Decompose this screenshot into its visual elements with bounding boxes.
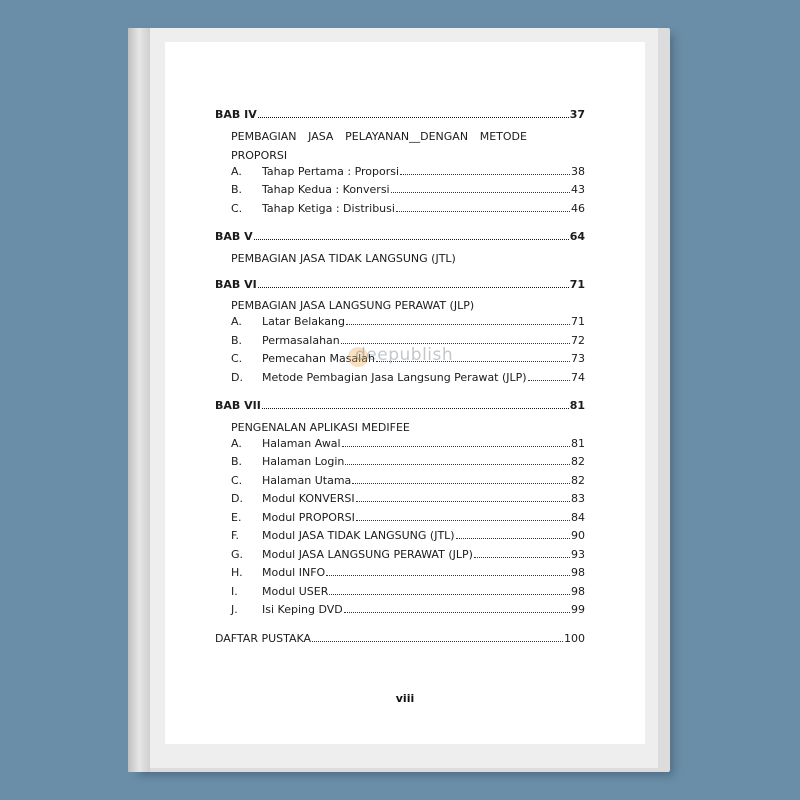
item-text: Modul JASA TIDAK LANGSUNG (JTL) [262,529,455,542]
item-letter: A. [231,164,242,178]
dot-leader [391,192,570,193]
item-text: Isi Keping DVD [262,603,343,616]
dot-leader [326,575,570,576]
page-ref: 73 [571,352,585,365]
dot-leader [396,211,570,212]
item-letter: C. [231,352,243,365]
dot-leader [400,174,570,175]
item-letter: I. [231,584,238,598]
page-ref: 99 [571,603,585,616]
toc-chapter-4 [215,108,585,127]
page-ref: 93 [571,547,585,561]
page-ref: 81 [571,436,585,450]
item-letter: D. [231,492,243,505]
item-letter: C. [231,201,243,215]
dot-leader [456,538,570,539]
dot-leader [258,117,569,118]
page-ref: 83 [571,492,585,505]
title-word: PEMBAGIAN [231,129,297,143]
toc-item [215,165,585,184]
publisher-watermark: deepublish [355,345,454,365]
page-ref: 64 [569,230,585,243]
page-ref: 71 [571,315,585,328]
item-letter: B. [231,455,243,468]
item-text: Metode Pembagian Jasa Langsung Perawat (JLP) [262,370,527,384]
dot-leader [312,641,563,642]
dot-leader [341,343,570,344]
page-ref: 72 [571,333,585,347]
page-ref: 84 [571,510,585,524]
item-letter: A. [231,436,242,450]
chapter-title [215,127,585,146]
dot-leader [474,557,570,558]
page-ref: 37 [569,108,585,121]
item-text: Modul INFO [262,566,326,579]
toc-item [215,585,585,604]
item-letter: E. [231,510,242,524]
title-word: METODE [479,129,527,143]
item-letter: G. [231,547,244,561]
item-text: Tahap Ketiga : Distribusi [262,201,395,215]
page-ref: 43 [571,183,585,196]
page-ref: 98 [571,566,585,579]
dot-leader [262,408,569,409]
chapter-title: PENGENALAN APLIKASI MEDIFEE [231,420,410,434]
item-text: Tahap Pertama : Proporsi [262,164,400,178]
item-text: Tahap Kedua : Konversi [262,183,390,196]
item-text: Halaman Awal [262,436,341,450]
title-word: PELAYANAN__DENGAN [345,129,469,143]
chapter-label: BAB VII [215,399,261,412]
toc-item [215,511,585,530]
bibliography-label: DAFTAR PUSTAKA [215,631,312,645]
dot-leader [346,324,570,325]
toc-chapter-5 [215,230,585,249]
page-number: viii [395,692,415,705]
chapter-label: BAB IV [215,108,257,121]
toc-item [215,183,585,202]
dot-leader [329,594,570,595]
item-letter: C. [231,473,243,487]
item-letter: B. [231,333,243,347]
toc-bibliography [215,632,585,651]
toc-chapter-6 [215,278,585,297]
dot-leader [352,483,570,484]
title-word: JASA [308,129,334,143]
book-spine [128,28,150,772]
chapter-label: BAB VI [215,277,257,291]
dot-leader [356,501,570,502]
page-ref: 38 [571,164,585,178]
page-ref: 74 [571,370,585,384]
toc-item [215,474,585,493]
item-text: Permasalahan [262,333,340,347]
page-ref: 81 [569,399,585,412]
item-text: Halaman Utama [262,473,352,487]
chapter-label: BAB V [215,230,253,243]
item-text: Latar Belakang [262,315,345,328]
toc-item [215,371,585,390]
item-text: Modul PROPORSI [262,510,355,524]
dot-leader [356,520,570,521]
item-text: Pemecahan Masalah [262,352,375,365]
item-letter: F. [231,529,240,542]
dot-leader [258,287,569,288]
item-text: Modul KONVERSI [262,492,355,505]
page-ref: 90 [571,529,585,542]
toc-chapter-7 [215,399,585,418]
toc-item [215,202,585,221]
dot-leader [345,464,570,465]
item-text: Modul JASA LANGSUNG PERAWAT (JLP) [262,547,473,561]
chapter-title: PEMBAGIAN JASA TIDAK LANGSUNG (JTL) [231,251,456,265]
toc-item [215,566,585,585]
chapter-title-cont: PROPORSI [231,148,288,162]
dot-leader [528,380,570,381]
page-ref: 46 [571,201,585,215]
dot-leader [254,239,569,240]
toc-item [215,548,585,567]
page-ref: 82 [571,473,585,487]
item-letter: B. [231,183,243,196]
item-letter: H. [231,566,243,579]
toc-item [215,603,585,622]
table-of-contents [215,108,585,650]
item-letter: D. [231,370,243,384]
toc-item [215,455,585,474]
item-text: Halaman Login [262,455,345,468]
chapter-title: PEMBAGIAN JASA LANGSUNG PERAWAT (JLP) [231,299,475,312]
page-ref: 98 [571,584,585,598]
item-letter: J. [231,603,238,616]
book-page [165,42,645,744]
page-ref: 100 [564,631,585,645]
toc-item [215,315,585,334]
toc-item [215,529,585,548]
page-ref: 71 [569,277,585,291]
item-letter: A. [231,315,242,328]
dot-leader [344,612,570,613]
toc-item [215,492,585,511]
page-ref: 82 [571,455,585,468]
dot-leader [342,446,570,447]
toc-item [215,437,585,456]
item-text: Modul USER [262,584,329,598]
